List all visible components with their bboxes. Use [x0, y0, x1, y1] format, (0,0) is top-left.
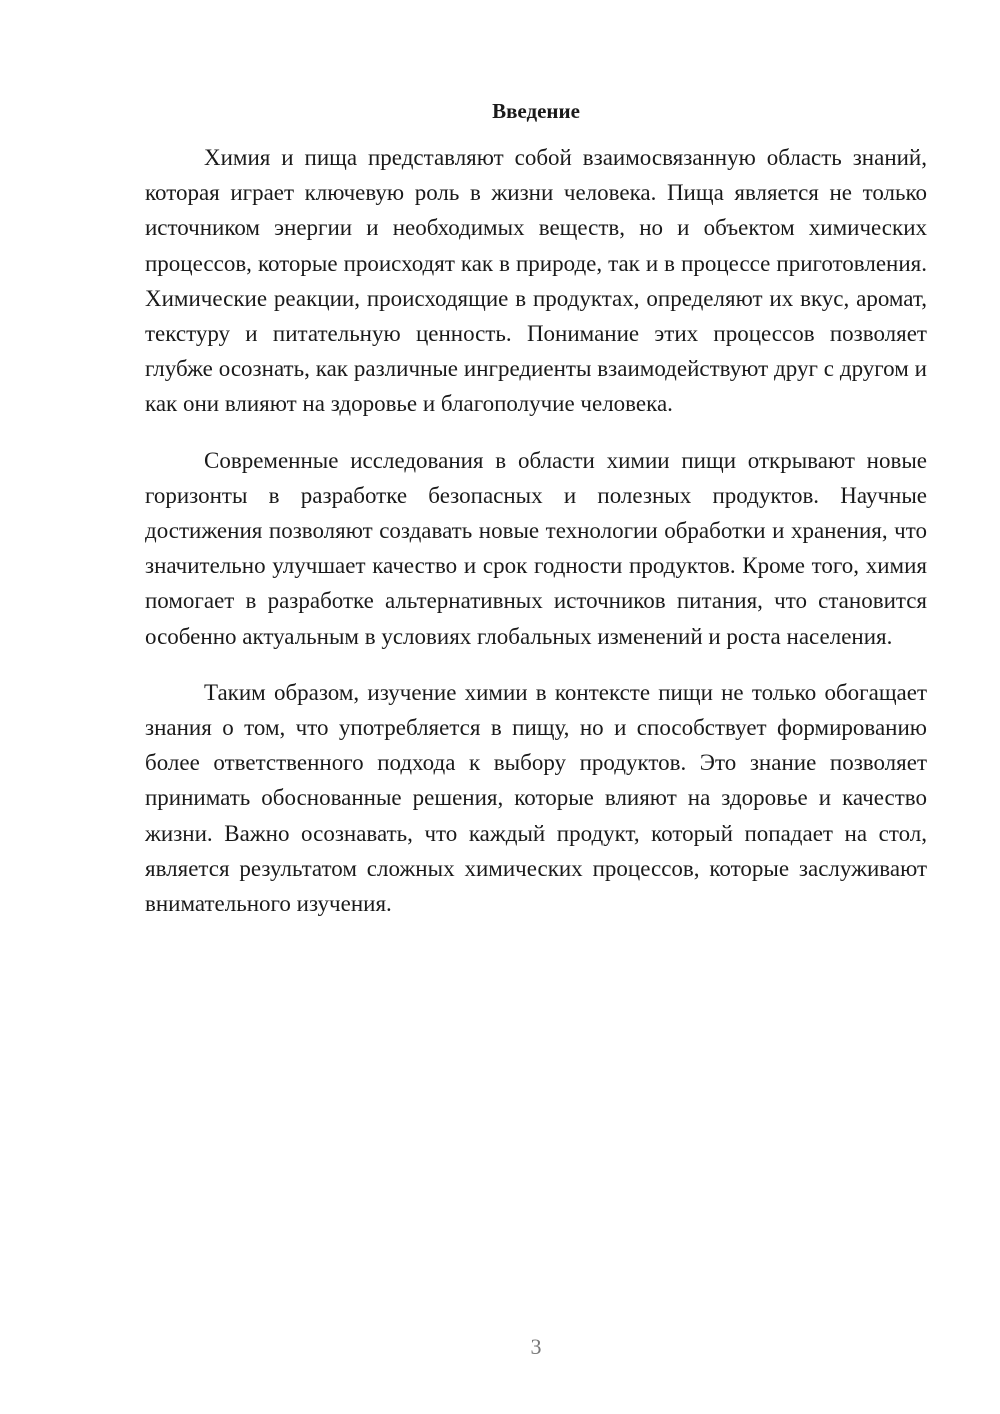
body-text	[145, 140, 927, 942]
page-title: Введение	[492, 99, 580, 123]
paragraph-3: Таким образом, изучение химии в контексте пищи не только обогащает знания о том, что употребляется в пищу, но и способствует формированию более ответственного подхода к выбору продуктов. Это знание позволяет принимать обоснованные решения, которые влияют на здоровье и качество жизни. Важно осознавать, что каждый продукт, который попадает на стол, является результатом сложных химических процессов, которые заслуживают внимательного изучения.	[145, 679, 927, 917]
page-number: 3	[530, 1334, 542, 1359]
paragraph-2: Современные исследования в области химии пищи открывают новые горизонты в разработке безопасных и полезных продуктов. Научные достижения позволяют создавать новые технологии обработки и хранения, что значительно улучшает качество и срок годности продуктов. Кроме того, химия помогает в разработке альтернативных источников питания, что становится особенно актуальным в условиях глобальных изменений и роста населения.	[145, 447, 927, 649]
paragraph-1: Химия и пища представляют собой взаимосвязанную область знаний, которая играет ключевую роль в жизни человека. Пища является не только источником энергии и необходимых веществ, но и объектом химических процессов, которые происходят как в природе, так и в процессе приготовления. Химические реакции, происходящие в продуктах, определяют их вкус, аромат, текстуру и питательную ценность. Понимание этих процессов позволяет глубже осознать, как различные ингредиенты взаимодействуют друг с другом и как они влияют на здоровье и благополучие человека.	[145, 145, 927, 417]
